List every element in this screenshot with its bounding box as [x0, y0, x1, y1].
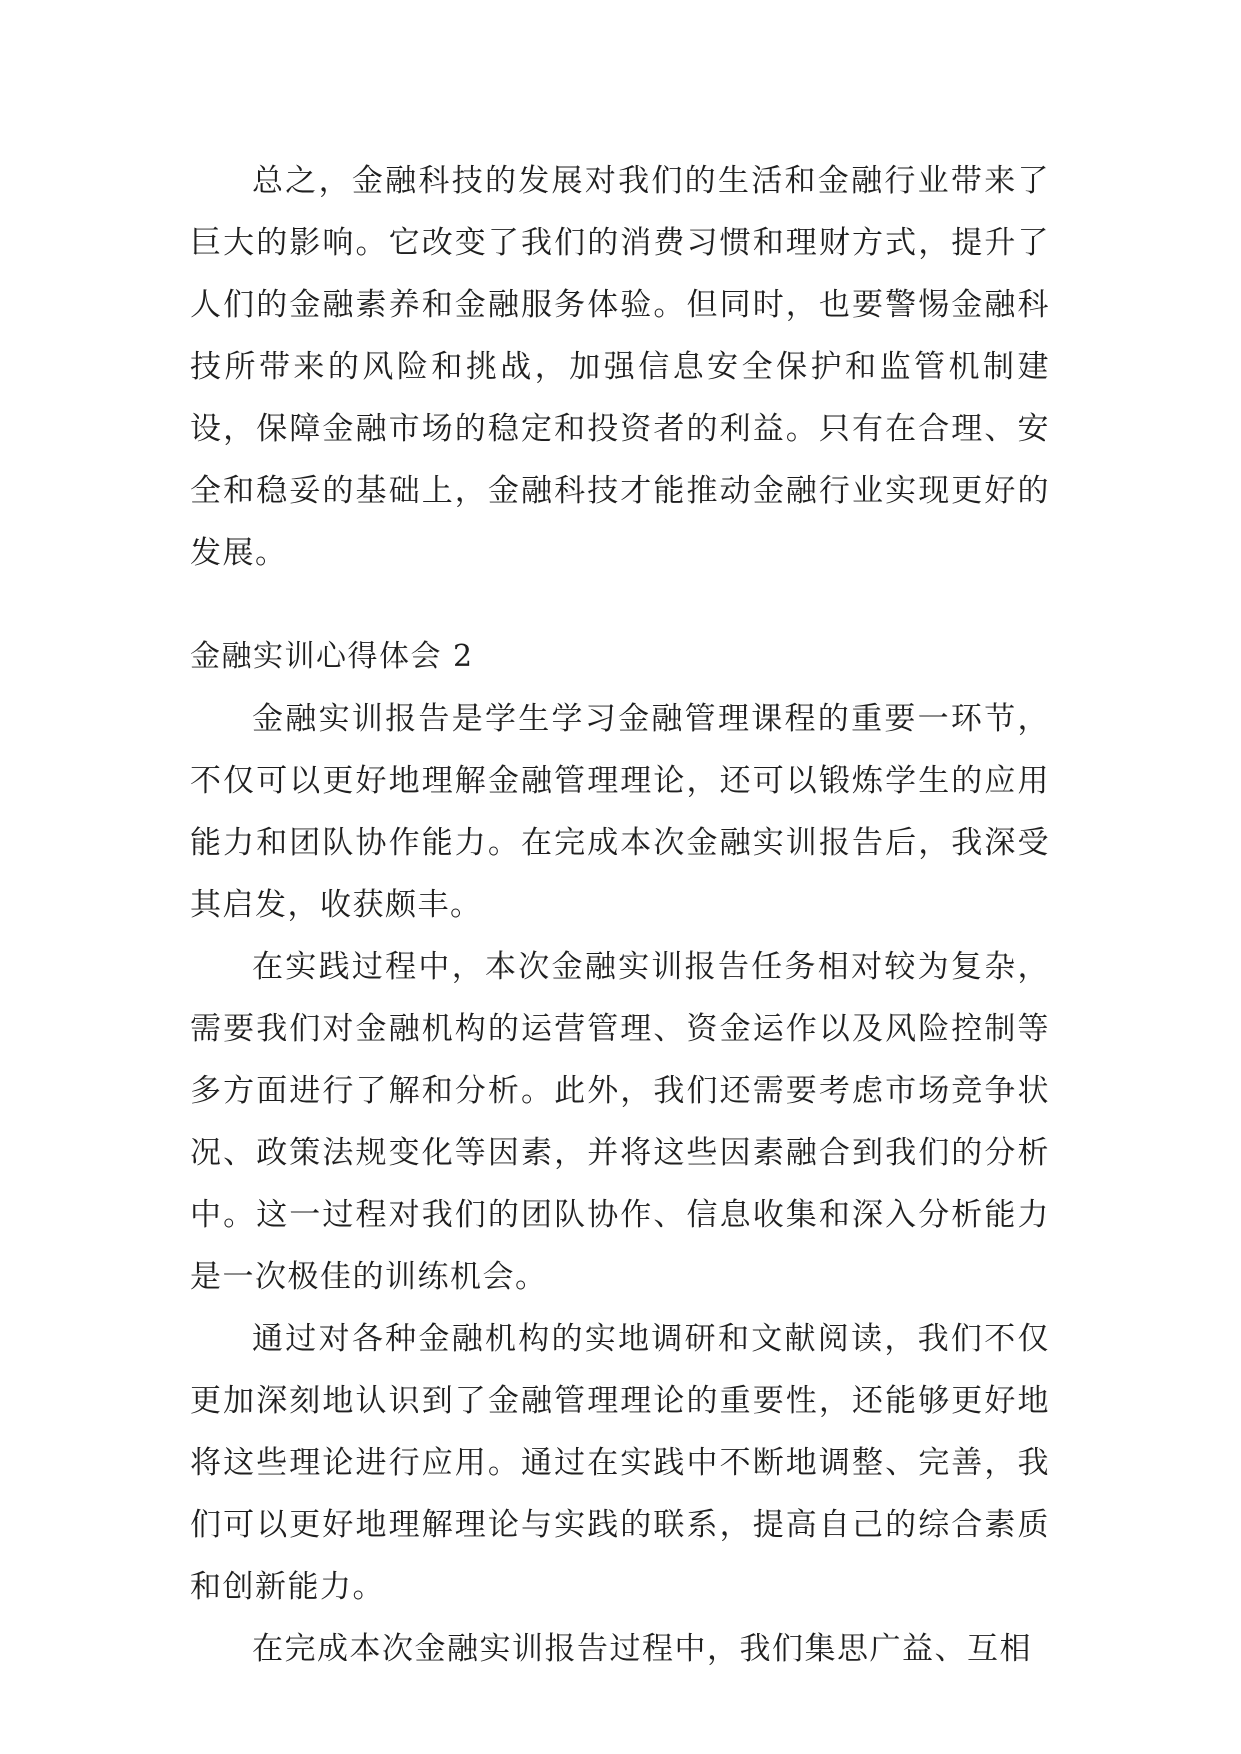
- paragraph: 金融实训报告是学生学习金融管理课程的重要一环节，不仅可以更好地理解金融管理理论，还可以锻炼学生的应用能力和团队协作能力。在完成本次金融实训报告后，我深受其启发，收获颇丰。: [190, 701, 1050, 923]
- paragraph: 在实践过程中，本次金融实训报告任务相对较为复杂，需要我们对金融机构的运营管理、资金运作以及风险控制等多方面进行了解和分析。此外，我们还需要考虑市场竞争状况、政策法规变化等因素，并将这些因素融合到我们的分析中。这一过程对我们的团队协作、信息收集和深入分析能力是一次极佳的训练机会。: [190, 949, 1050, 1295]
- paragraph: 通过对各种金融机构的实地调研和文献阅读，我们不仅更加深刻地认识到了金融管理理论的重要性，还能够更好地将这些理论进行应用。通过在实践中不断地调整、完善，我们可以更好地理解理论与实践的联系，提高自己的综合素质和创新能力。: [190, 1321, 1050, 1605]
- document-body: [190, 150, 1050, 1680]
- paragraph: 在完成本次金融实训报告过程中，我们集思广益、互相: [252, 1631, 1032, 1667]
- section-title: 金融实训心得体会 2: [190, 639, 474, 674]
- paragraph: 总之，金融科技的发展对我们的生活和金融行业带来了巨大的影响。它改变了我们的消费习惯和理财方式，提升了人们的金融素养和金融服务体验。但同时，也要警惕金融科技所带来的风险和挑战，加强信息安全保护和监管机制建设，保障金融市场的稳定和投资者的利益。只有在合理、安全和稳妥的基础上，金融科技才能推动金融行业实现更好的发展。: [190, 163, 1050, 571]
